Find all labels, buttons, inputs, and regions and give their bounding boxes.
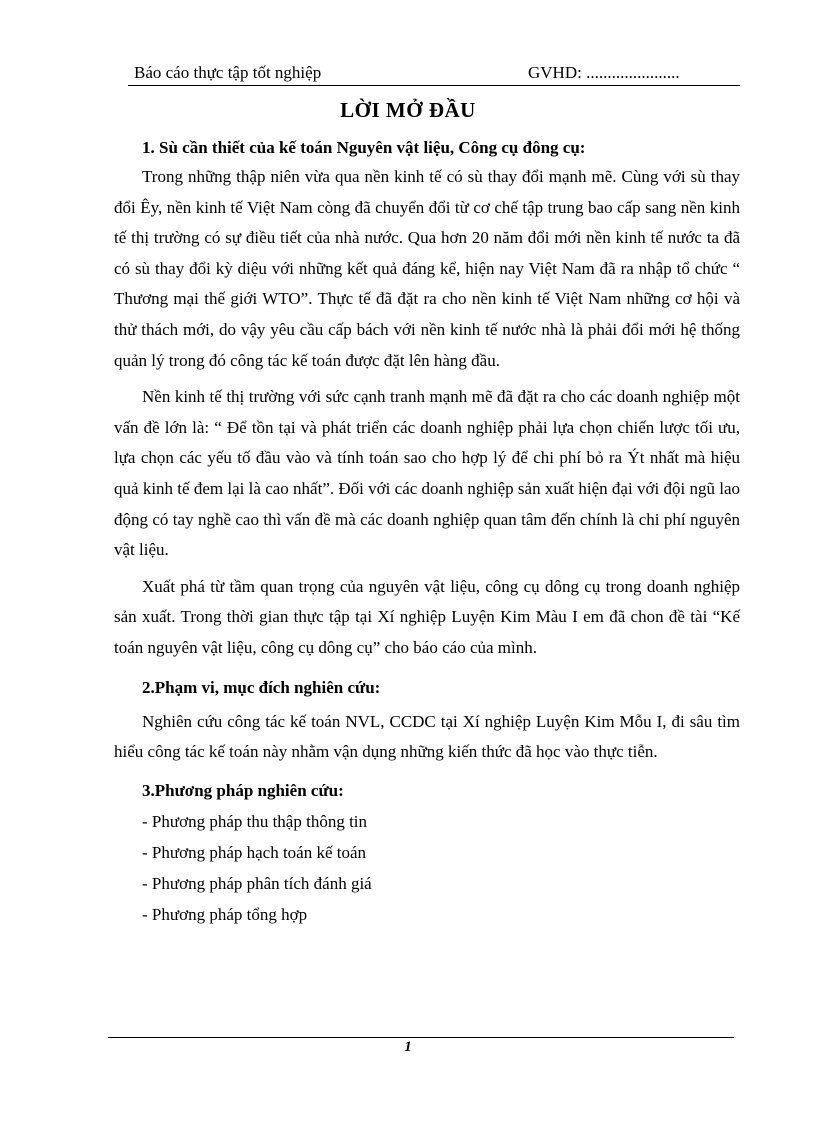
section-1-paragraph-2: Nền kinh tế thị trường với sức cạnh tranh mạnh mẽ đã đặt ra cho các doanh nghiệp một vấn đề lớn là: “ Để tồn tại và phát triển các doanh nghiệp phải lựa chọn chiến lược tối ưu, lựa chọn các yếu tố đầu vào và tính toán sao cho hợp lý để chi phí bỏ ra Ýt nhất mà hiệu quả kinh tế đem lại là cao nhất”. Đối với các doanh nghiệp sản xuất hiện đại với đội ngũ lao động có tay nghề cao thì vấn đề mà các doanh nghiệp quan tâm đến chính là chi phí nguyên vật liệu. (114, 387, 740, 560)
section-2-heading: 2.Phạm vi, mục đích nghiên cứu: (142, 677, 381, 697)
document-body (114, 137, 740, 930)
list-item: - Phương pháp phân tích đánh giá (142, 873, 372, 893)
section-2-paragraph-1: Nghiên cứu công tác kế toán NVL, CCDC tại Xí nghiệp Luyện Kim Mỗu I, đi sâu tìm hiểu công tác kế toán này nhằm vận dụng những kiến thức đã học vào thực tiễn. (114, 711, 740, 762)
page-header (128, 61, 740, 85)
section-1-heading: 1. Sù cần thiết của kế toán Nguyên vật liệu, Công cụ đông cụ: (142, 138, 586, 157)
list-item: - Phương pháp tổng hợp (142, 904, 308, 924)
section-3-heading: 3.Phương pháp nghiên cứu: (142, 780, 344, 800)
header-divider (128, 85, 740, 86)
header-report-title: Báo cáo thực tập tốt nghiệp (134, 63, 322, 82)
methods-list (142, 806, 740, 930)
section-1-paragraph-1: Trong những thập niên vừa qua nền kinh tế có sù thay đổi mạnh mẽ. Cùng với sù thay đổi Êy, nền kinh tế Việt Nam còng đã chuyển đổi từ cơ chế tập trung bao cấp sang nền kinh tế thị trường có sự điều tiết của nhà nước. Qua hơn 20 năm đổi mới nền kinh tế nước ta đã có sù thay đổi kỳ diệu với những kết quả đáng kể, hiện nay Việt Nam đã ra nhập tổ chức “ Thương mại thế giới WTO”. Thực tế đã đặt ra cho nền kinh tế Việt Nam những cơ hội và thử thách mới, do vậy yêu cầu cấp bách với nền kinh tế nước nhà là phải đổi mới hệ thống quản lý trong đó công tác kế toán được đặt lên hàng đầu. (114, 167, 740, 370)
page-title: LỜI MỞ ĐẦU (340, 98, 476, 122)
footer-divider (108, 1037, 734, 1038)
section-1-paragraph-3: Xuất phá từ tầm quan trọng của nguyên vật liệu, công cụ dông cụ trong doanh nghiệp sản xuất. Trong thời gian thực tập tại Xí nghiệp Luyện Kim Màu I em đã chon đề tài “Kế toán nguyên vật liệu, công cụ dông cụ” cho báo cáo của mình. (114, 576, 740, 657)
list-item: - Phương pháp hạch toán kế toán (142, 842, 367, 862)
header-supervisor: GVHD: ...................... (528, 63, 680, 82)
page-number: 1 (404, 1039, 412, 1055)
list-item: - Phương pháp thu thập thông tin (142, 811, 368, 831)
